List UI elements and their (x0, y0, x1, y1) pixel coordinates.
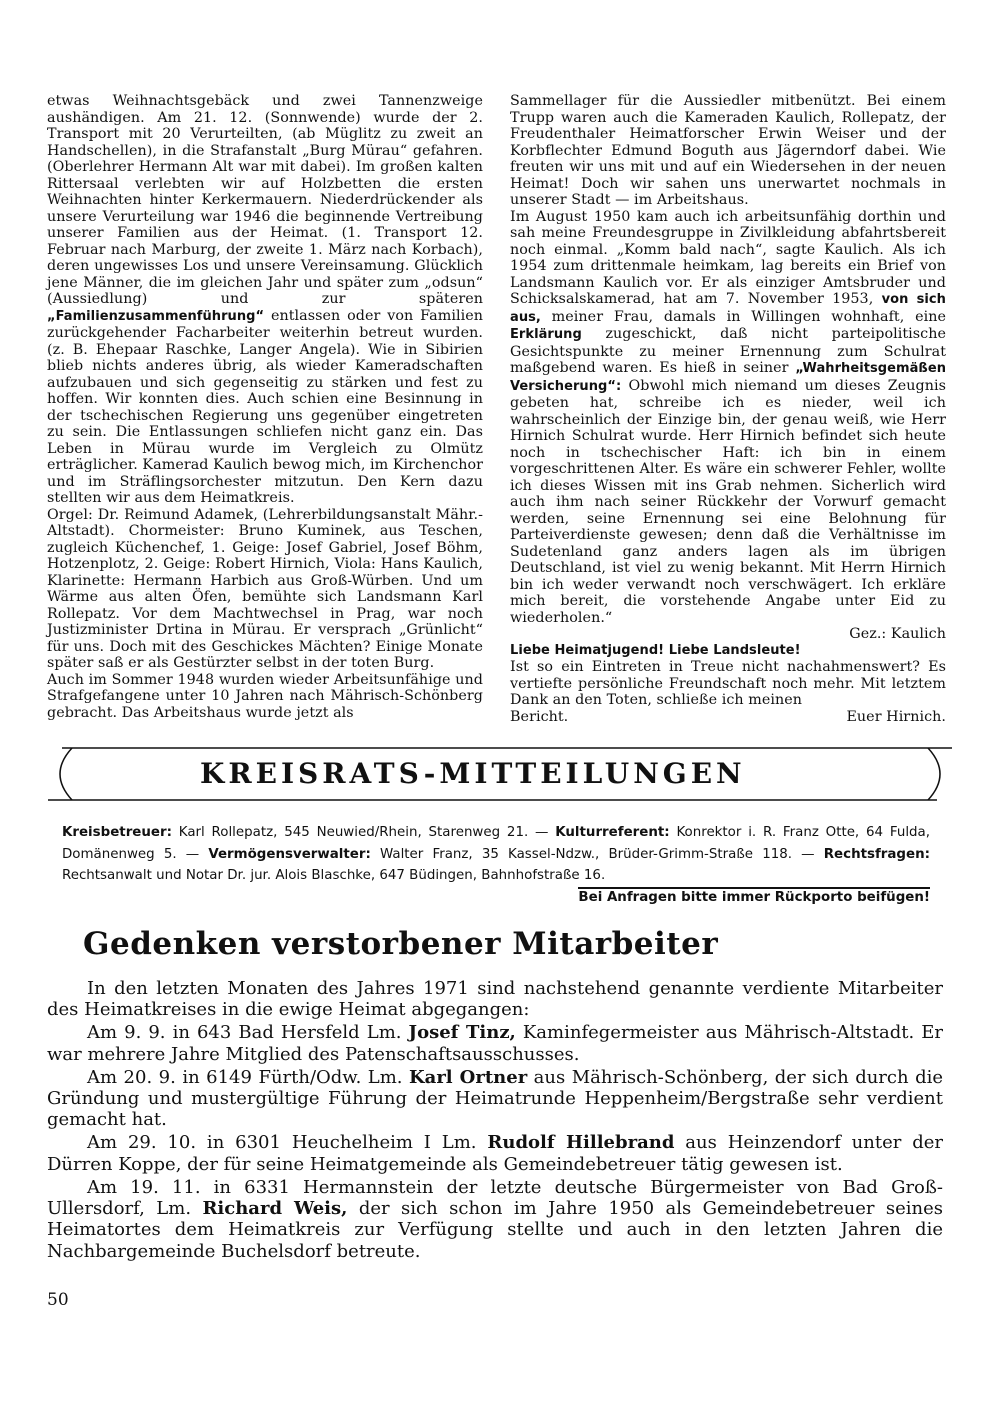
section-banner (40, 745, 958, 803)
entry-2-post: aus Mährisch-Schönberg, der sich durch die Gründung und mustergültige Führung der Heimatrunde Heppenheim/Bergstraße sehr verdient gemacht hat. (47, 1066, 943, 1131)
left-text-1: etwas Weihnachtsgebäck und zwei Tannenzweige aushändigen. Am 21. 12. (Sonnwende) wurde der 2. Transport mit 20 Verurteilten, (ab Müglitz zu zweit an Handschellen), in die Strafanstalt „Burg Mürau“ gefahren. (Oberlehrer Hermann Alt war mit dabei). Im großen kalten Rittersaal verlebten wir auf Holzbetten die ersten Weihnachten hinter Kerkermauern. Niederdrückender als unsere Verurteilung war 1946 die beginnende Vertreibung unserer Familien aus der Heimat. (1. Transport 12. Februar nach Marburg, der zweite 1. März nach Korbach), deren ungewisses Los und unsere Vereinsamung. Glücklich jene Männer, die im gleichen Jahr und später zum „odsun“ (Aussiedlung) und zur späteren (47, 93, 483, 307)
left-paragraph-1 (47, 93, 483, 507)
obituary-body (47, 978, 943, 1264)
role-label-3: Vermögensverwalter: (208, 846, 371, 862)
entry-3-name: Rudolf Hillebrand (487, 1132, 675, 1154)
obituary-headline: Gedenken verstorbener Mitarbeiter (83, 926, 719, 962)
right-paragraph-2 (510, 209, 946, 627)
signature: Gez.: Kaulich (849, 626, 946, 642)
entry-2-pre: Am 20. 9. in 6149 Fürth/Odw. Lm. (87, 1066, 410, 1088)
entry-3-pre: Am 29. 10. in 6301 Heuchelheim I Lm. (87, 1132, 488, 1154)
role-text-4: Rechtsanwalt und Notar Dr. jur. Alois Blaschke, 647 Büdingen, Bahnhofstraße 16. (62, 868, 606, 883)
left-column (47, 93, 483, 721)
obituary-entry-1 (47, 1022, 943, 1065)
role-text-3: Walter Franz, 35 Kassel-Ndzw., Brüder-Grimm-Straße 118. — (370, 846, 824, 862)
officials-block (62, 822, 930, 908)
right-text-2d: Obwohl mich niemand um dieses Zeugnis gebeten hat, schreibe ich es nieder, weil ich wahrscheinlich der Einzige bin, der genau weiß, wie Herr Hirnich Schulrat wurde. Herr Hirnich befindet sich heute noch in tschechischer Haft: ich bin in einem vorgeschrittenen Alter. Es wäre ein schwerer Fehler, wollte ich dieses Wissen mit ins Grab nehmen. Sicherlich wird auch ihm nach seiner Rückkehr der Vorwurf gemacht werden, seine Ernennung sei eine Belohnung für Parteiverdienste gewesen; denn daß die Verhältnisse im Sudetenland ganz anders lagen als im übrigen Deutschland, ist viel zu wenig bekannt. Mit Herrn Hirnich bin ich weder verwandt noch verschwägert. Ich erkläre mich bereit, die vorstehende Angabe unter Eid zu wiederholen.“ (510, 377, 946, 626)
entry-4-pre: Am 19. 11. in 6331 Hermannstein der letzte deutsche Bürgermeister von Bad Groß-Ullersdorf, Lm. (47, 1176, 943, 1220)
entry-2-name: Karl Ortner (409, 1066, 528, 1088)
banner-title: KREISRATS-MITTEILUNGEN (200, 757, 746, 790)
postage-note-text: Bei Anfragen bitte immer Rückporto beifügen! (578, 887, 930, 905)
entry-1-pre: Am 9. 9. in 643 Bad Hersfeld Lm. (87, 1022, 409, 1044)
left-bold-term: „Familienzusammenführung“ (47, 308, 265, 324)
left-text-1b: entlassen oder von Familien zurückgehender Facharbeiter weiterhin betreut wurden. (z. B. Ehepaar Raschke, Langer Angela). Wie in Sibirien blieb nichts anderes übrig, als wieder Kameradschaften aufzubauen und sich gegenseitig zu stärken und fest zu hoffen. Wir konnten dies. Auch schien eine Besinnung in der tschechischen Regierung uns gegenüber eingetreten zu sein. Die Entlassungen schliefen nicht ganz ein. Das Leben in Mürau wurde im Vergleich zu Olmütz erträglicher. Kamerad Kaulich bewog mich, im Kirchenchor und im Sträflingsorchester mitzutun. Den Kern dazu stellten wir aus dem Heimatkreis. (47, 307, 484, 506)
page-number: 50 (47, 1290, 69, 1310)
entry-1-name: Josef Tinz, (408, 1022, 516, 1044)
role-text-1: Karl Rollepatz, 545 Neuwied/Rhein, Starenweg 21. — (171, 825, 556, 840)
right-bold-3: „Wahrheitsgemäßen Versicherung“: (510, 361, 946, 394)
right-text-2b: meiner Frau, damals in Willingen wohnhaft, eine (540, 308, 946, 325)
right-text-2c: zugeschickt, daß nicht parteipolitische Gesichtspunkte zu meiner Ernennung zum Schulrat maßgebend waren. Es hieß in seiner (510, 326, 946, 376)
left-paragraph-2: Orgel: Dr. Reimund Adamek, (Lehrerbildungsanstalt Mähr.-Altstadt). Chormeister: Bruno Kuminek, aus Teschen, zugleich Küchenchef, 1. Geige: Josef Gabriel, Josef Böhm, Hotzenplotz, 2. Geige: Robert Hirnich, Viola: Hans Kaulich, Klarinette: Hermann Harbich aus Groß-Würben. Und um Wärme aus alten Öfen, bemühte sich Landsmann Karl Rollepatz. Vor dem Machtwechsel in Prag, war noch Justizminister Drtina in Mürau. Er versprach „Grünlicht“ für uns. Doch mit des Geschickes Mächten? Einige Monate später saß er als Gestürzter selbst in der toten Burg. (47, 506, 483, 671)
greeting: Liebe Heimatjugend! Liebe Landsleute! (510, 642, 801, 658)
left-paragraph-3: Auch im Sommer 1948 wurden wieder Arbeitsunfähige und Strafgefangene unter 10 Jahren nach Mährisch-Schönberg gebracht. Das Arbeitshaus wurde jetzt als (47, 671, 483, 721)
closing: Euer Hirnich. (846, 708, 946, 725)
obituary-intro: In den letzten Monaten des Jahres 1971 sind nachstehend genannte verdiente Mitarbeiter des Heimatkreises in die ewige Heimat abgegangen: (47, 978, 943, 1021)
role-label-1: Kreisbetreuer: (62, 825, 172, 840)
obituary-entry-3 (47, 1132, 943, 1175)
right-text-2a: Im August 1950 kam auch ich arbeitsunfähig dorthin und sah meine Freundesgruppe in Zivilkleidung abfahrtsbereit noch einmal. „Komm bald nach“, sagte Kaulich. Als ich 1954 zum drittenmale heimkam, lag bereits ein Brief von Landsmann Kaulich vor. Er als einziger Amtsbruder und Schicksalskamerad, hat am 7. November 1953, (510, 208, 946, 307)
entry-1-post: Kaminfegermeister aus Mährisch-Altstadt. Er war mehrere Jahre Mitglied des Patenschaftsausschusses. (47, 1022, 943, 1065)
role-text-2: Konrektor i. R. Franz Otte, 64 Fulda, Domänenweg 5. — (62, 825, 931, 862)
closing-line (510, 709, 946, 726)
role-label-2: Kulturreferent: (555, 825, 670, 840)
right-paragraph-3: Ist so ein Eintreten in Treue nicht nachahmenswert? Es vertiefte persönliche Freundschaft noch mehr. Mit letztem Dank an den Toten, schließe ich meinen (510, 659, 946, 708)
officials-list (62, 822, 930, 887)
last-word: Bericht. (510, 708, 569, 725)
right-column (510, 93, 946, 725)
entry-3-post: aus Heinzendorf unter der Dürren Koppe, der für seine Heimatgemeinde als Gemeindebetreuer tätig gewesen ist. (47, 1132, 943, 1175)
role-label-4: Rechtsfragen: (823, 846, 930, 862)
right-bold-1: von sich aus, (510, 292, 946, 325)
entry-4-post: der sich schon im Jahre 1950 als Gemeindebetreuer seines Heimatortes dem Heimatkreis zur Verfügung stellte und auch in den letzten Jahren die Nachbargemeinde Buchelsdorf betreute. (47, 1198, 944, 1262)
right-bold-2: Erklärung (510, 327, 582, 342)
postage-note (62, 887, 930, 909)
right-paragraph-1: Sammellager für die Aussiedler mitbenützt. Bei einem Trupp waren auch die Kameraden Kaulich, Rollepatz, der Freudenthaler Heimatforscher Erwin Weiser und der Korbflechter Edmund Boguth aus Jägerndorf dabei. Wie freuten wir uns mit und auf ein Wiedersehen in der neuen Heimat! Doch wir sahen uns unerwartet nochmals in unserer Stadt — im Arbeitshaus. (510, 93, 946, 208)
obituary-entry-4 (47, 1177, 943, 1262)
obituary-entry-2 (47, 1067, 943, 1131)
entry-4-name: Richard Weis, (202, 1198, 348, 1220)
